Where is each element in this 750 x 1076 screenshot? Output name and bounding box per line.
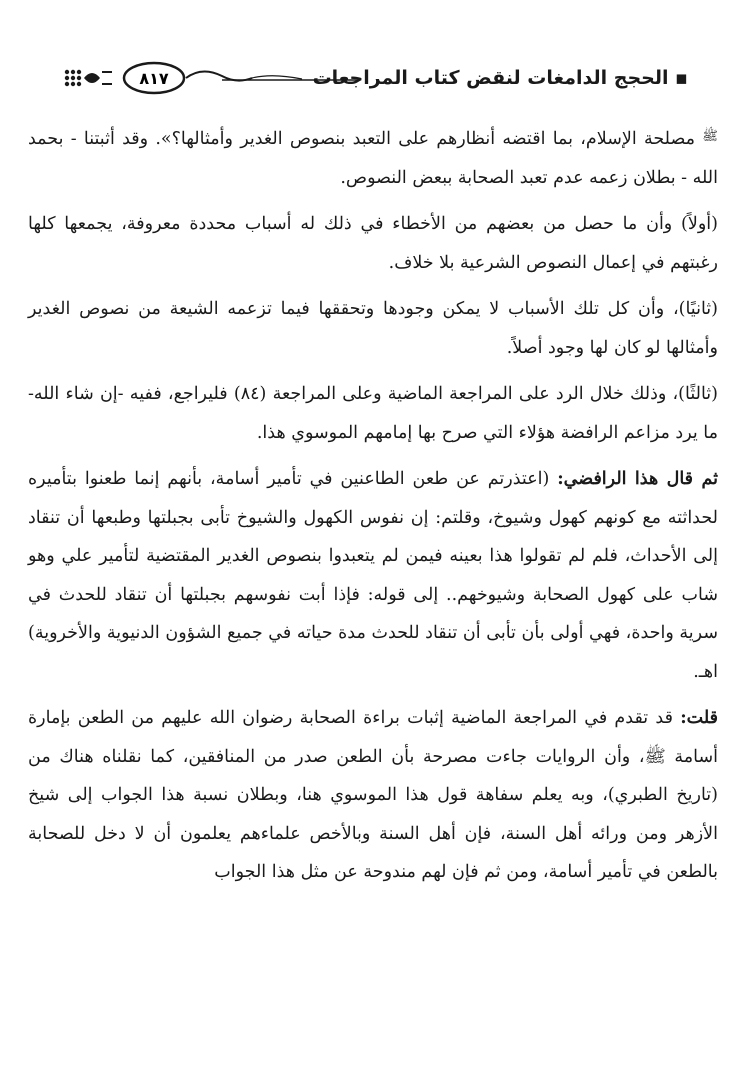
header-title-text: الحجج الدامغات لنقض كتاب المراجعات [312, 67, 669, 89]
paragraph-5 [28, 460, 718, 691]
paragraph-1 [28, 118, 718, 197]
paragraph-6-lead: قلت: [680, 708, 718, 728]
honorific-sign: ﷺ [702, 129, 718, 144]
body-text [28, 118, 718, 900]
paragraph-5-text: (اعتذرتم عن طعن الطاعنين في تأمير أسامة، بأنهم إنما طعنوا بتأميره لحداثته مع كونهم كهول وشيوخ، وقلتم: إن نفوس الكهول والشيوخ تأبى بجبلتها وطبعها أن تنقاد إلى الأحداث، فلم لم تقولوا هذا بعينه فيمن لم يتعبدوا بنصوص الغدير المقتضية لتأمير علي وهو شاب على كهول الصحابة وشيوخهم.. إلى قوله: فإذا أبت نفوسهم بجبلتها أن تنقاد للحدث في سرية واحدة، فهي أولى بأن تأبى أن تنقاد للحدث مدة حياته في جميع الشؤون الدنيوية والأخروية) اهـ. [28, 469, 718, 682]
paragraph-2: (أولاً) وأن ما حصل من بعضهم من الأخطاء في ذلك له أسباب محددة معروفة، يجمعها كلها رغبتهم في إعمال النصوص الشرعية بلا خلاف. [28, 214, 718, 273]
paragraph-1-text: مصلحة الإسلام، بما اقتضه أنظارهم على التعبد بنصوص الغدير وأمثالها؟». وقد أثبتنا - بحمد الله - بطلان زعمه عدم تعبد الصحابة ببعض النصوص. [28, 129, 718, 188]
paragraph-4: (ثالثًا)، وذلك خلال الرد على المراجعة الماضية وعلى المراجعة (٨٤) فليراجع، ففيه -إن شاء الله- ما يرد مزاعم الرافضة هؤلاء التي صرح بها إمامهم الموسوي هذا. [28, 384, 718, 443]
running-header [62, 58, 688, 98]
page-number: ٨١٧ [139, 69, 169, 88]
paragraph-6 [28, 699, 718, 892]
running-header-title [313, 58, 688, 98]
paragraph-6-text: قد تقدم في المراجعة الماضية إثبات براءة الصحابة رضوان الله عليهم من الطعن بإمارة أسامة ﷺ، وأن الروايات جاءت مصرحة بأن الطعن صدر من المنافقين، كما نقلناه هناك من (تاريخ الطبري)، وبه يعلم سفاهة قول هذا الموسوي هنا، وبطلان نسبة هذا الجواب إلى شيخ الأزهر ومن ورائه أهل السنة، فإن أهل السنة وبالأخص علماءهم يعلمون أن لا دخل للصحابة بالطعن في تأمير أسامة، ومن ثم فإن لهم مندوحة عن مثل هذا الجواب [28, 708, 718, 882]
paragraph-3: (ثانيًا)، وأن كل تلك الأسباب لا يمكن وجودها وتحققها فيما تزعمه الشيعة من نصوص الغدير وأمثالها لو كان لها وجود أصلاً. [28, 299, 718, 358]
paragraph-5-lead: ثم قال هذا الرافضي: [557, 469, 718, 489]
left-flourish-icon [65, 70, 112, 86]
header-mark-icon: ▪ [675, 67, 688, 89]
